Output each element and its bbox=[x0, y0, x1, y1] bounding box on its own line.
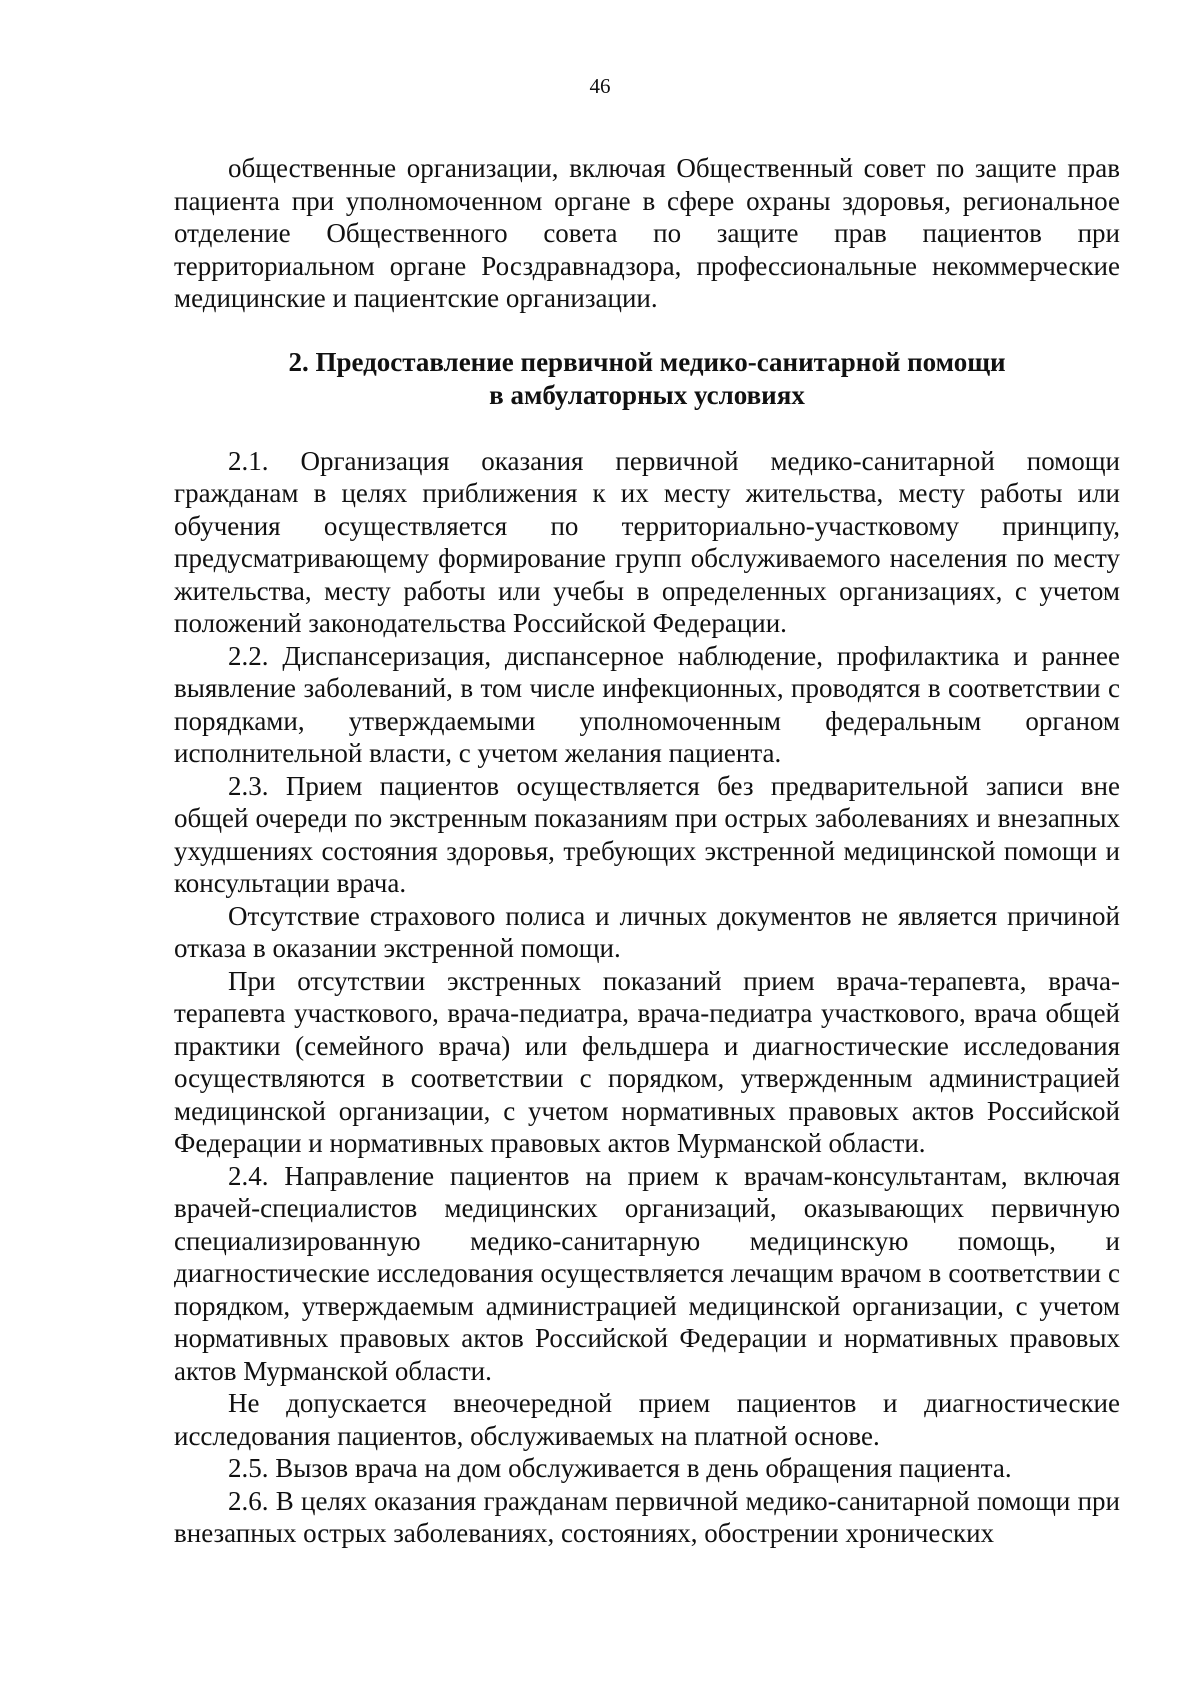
paragraph-2-3: 2.3. Прием пациентов осуществляется без предварительной записи вне общей очереди по экстренным показаниям при острых заболеваниях и внезапных ухудшениях состояния здоровья, требующих экстренной медицинской помощи и консультации врача. bbox=[174, 770, 1120, 898]
page-number: 46 bbox=[589, 74, 611, 98]
section-heading-line-1: 2. Предоставление первичной медико-санитарной помощи bbox=[288, 346, 1006, 377]
paragraph-paid-services: Не допускается внеочередной прием пациентов и диагностические исследования пациентов, обслуживаемых на платной основе. bbox=[174, 1388, 1120, 1451]
paragraph-2-4: 2.4. Направление пациентов на прием к врачам-консультантам, включая врачей-специалистов медицинских организаций, оказывающих первичную специализированную медико-санитарную медицинскую помощь, и диагностические исследования осуществляется лечащим врачом в соответствии с порядком, утверждаемым администрацией медицинской организации, с учетом нормативных правовых актов Российской Федерации и нормативных правовых актов Мурманской области. bbox=[174, 1160, 1120, 1386]
section-heading-line-2: в амбулаторных условиях bbox=[489, 379, 805, 410]
paragraph-2-5: 2.5. Вызов врача на дом обслуживается в день обращения пациента. bbox=[228, 1453, 1012, 1483]
paragraph-2-6: 2.6. В целях оказания гражданам первичной медико-санитарной помощи при внезапных острых заболеваниях, состояниях, обострении хронических bbox=[174, 1485, 1120, 1548]
section-heading bbox=[174, 346, 1120, 412]
paragraph-non-emergency: При отсутствии экстренных показаний прием врача-терапевта, врача-терапевта участкового, врача-педиатра, врача-педиатра участкового, врача общей практики (семейного врача) или фельдшера и диагностические исследования осуществляются в соответствии с порядком, утвержденным администрацией медицинской организации, с учетом нормативных правовых актов Российской Федерации и нормативных правовых актов Мурманской области. bbox=[174, 965, 1120, 1158]
paragraph-2-1: 2.1. Организация оказания первичной медико-санитарной помощи гражданам в целях приближения к их месту жительства, месту работы или обучения осуществляется по территориально-участковому принципу, предусматривающему формирование групп обслуживаемого населения по месту жительства, месту работы или учебы в определенных организациях, с учетом положений законодательства Российской Федерации. bbox=[174, 445, 1120, 638]
intro-paragraph: общественные организации, включая Общественный совет по защите прав пациента при уполномоченном органе в сфере охраны здоровья, региональное отделение Общественного совета по защите прав пациентов при территориальном органе Росздравнадзора, профессиональные некоммерческие медицинские и пациентские организации. bbox=[174, 153, 1120, 313]
document-body bbox=[174, 152, 1120, 1550]
paragraph-no-insurance: Отсутствие страхового полиса и личных документов не является причиной отказа в оказании экстренной помощи. bbox=[174, 900, 1120, 963]
paragraph-2-2: 2.2. Диспансеризация, диспансерное наблюдение, профилактика и раннее выявление заболеваний, в том числе инфекционных, проводятся в соответствии с порядками, утверждаемыми уполномоченным федеральным органом исполнительной власти, с учетом желания пациента. bbox=[174, 640, 1120, 768]
